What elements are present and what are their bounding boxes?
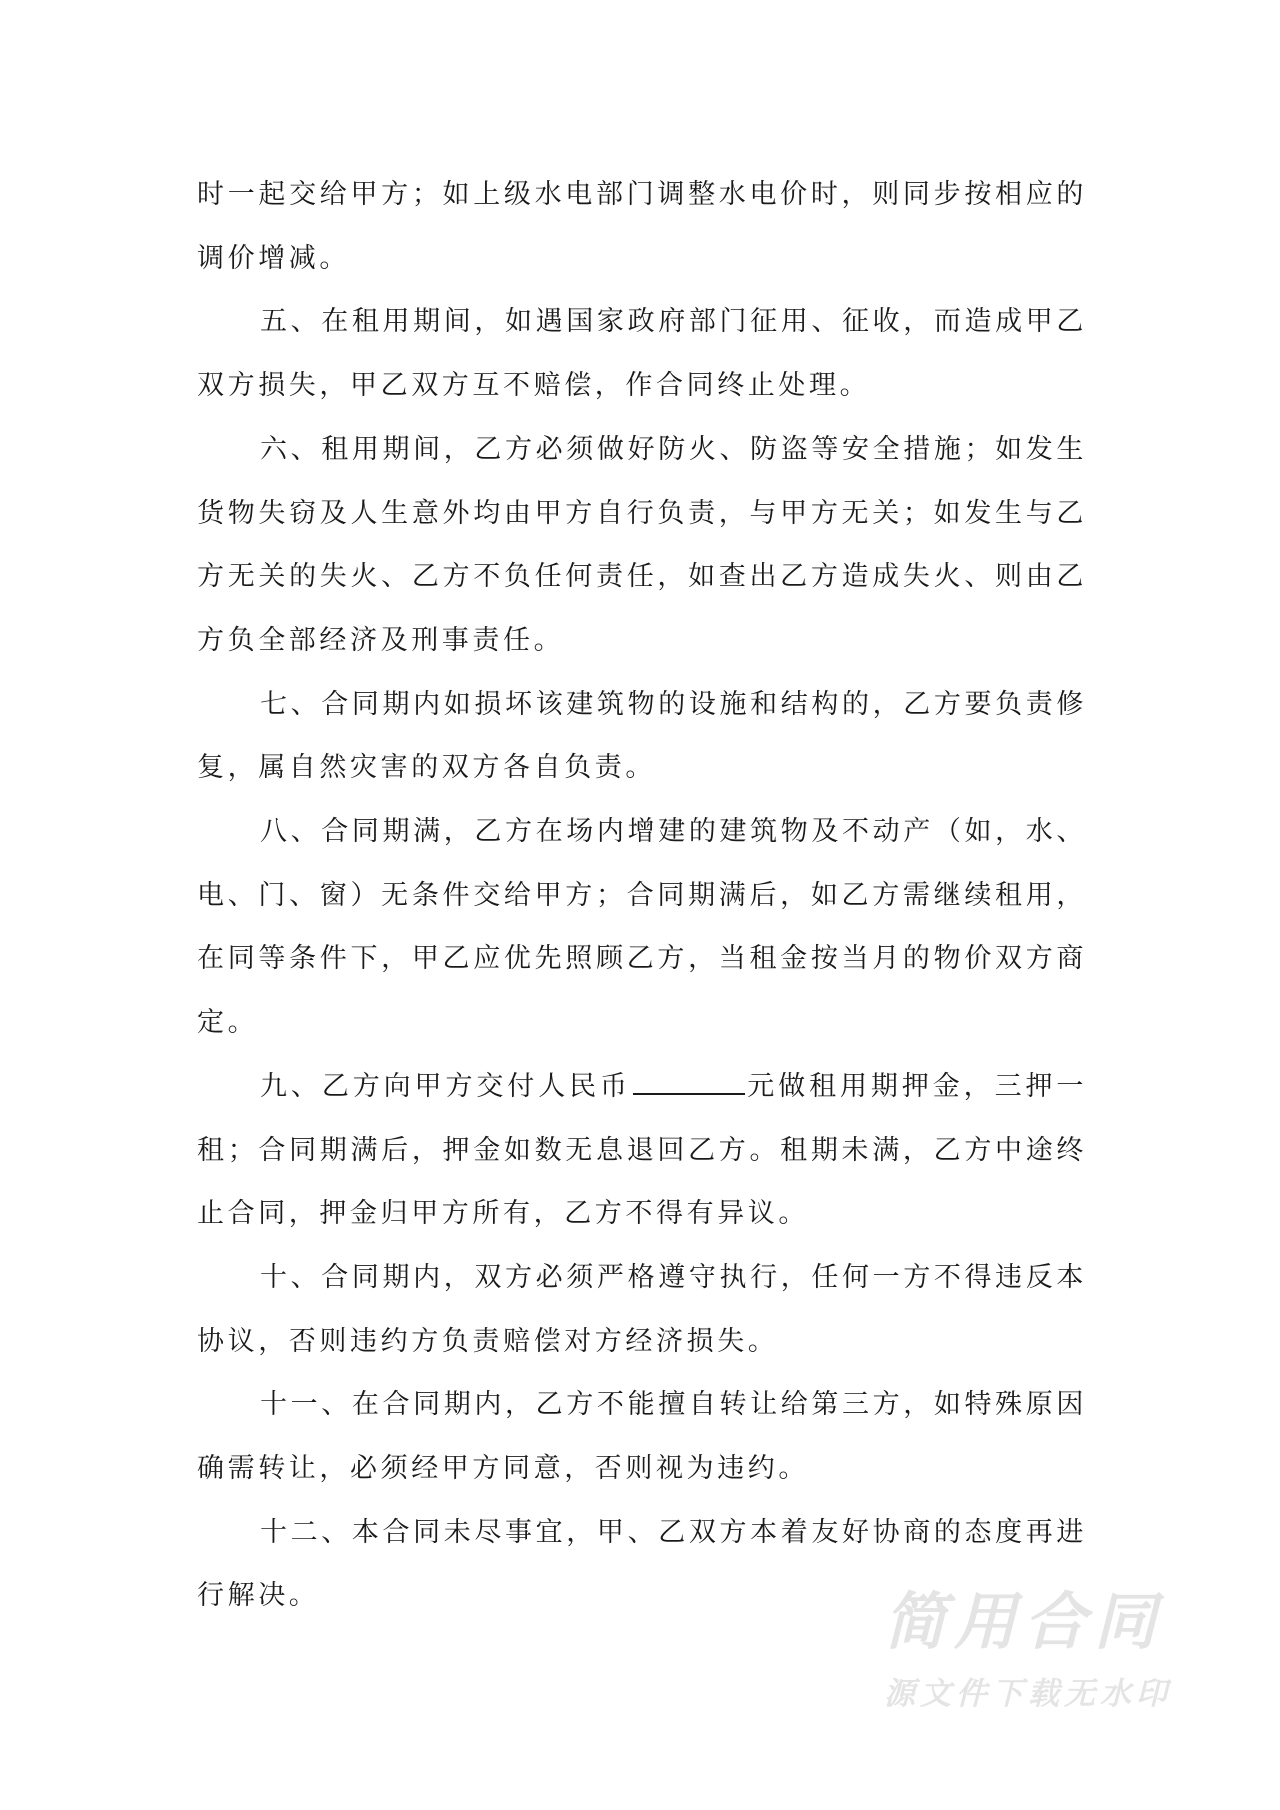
paragraph-7-repair: 七、合同期内如损坏该建筑物的设施和结构的，乙方要负责修复，属自然灾害的双方各自负责。 [197, 688, 1087, 784]
paragraph-4-continuation: 时一起交给甲方；如上级水电部门调整水电价时，则同步按相应的调价增减。 [197, 179, 1087, 274]
paragraph-9-deposit [197, 1055, 1087, 1246]
deposit-text-after: 元做租用期押金，三押一租；合同期满后，押金如数无息退回乙方。租期未满，乙方中途终止合同，押金归甲方所有，乙方不得有异议。 [197, 1070, 1087, 1230]
watermark-subtitle: 源文件下载无水印 [884, 1676, 1172, 1712]
paragraph-5-expropriation: 五、在租用期间，如遇国家政府部门征用、征收，而造成甲乙双方损失，甲乙双方互不赔偿，作合同终止处理。 [197, 306, 1087, 402]
paragraph-10-compliance: 十、合同期内，双方必须严格遵守执行，任何一方不得违反本协议，否则违约方负责赔偿对方经济损失。 [197, 1261, 1087, 1357]
paragraph-12-misc: 十二、本合同未尽事宜，甲、乙双方本着友好协商的态度再进行解决。 [197, 1516, 1087, 1612]
paragraph-6-safety: 六、租用期间，乙方必须做好防火、防盗等安全措施；如发生货物失窃及人生意外均由甲方自行负责，与甲方无关；如发生与乙方无关的失火、乙方不负任何责任，如查出乙方造成失火、则由乙方负全部经济及刑事责任。 [197, 433, 1087, 656]
watermark-title: 简用合同 [884, 1585, 1165, 1658]
paragraph-8-expiry: 八、合同期满，乙方在场内增建的建筑物及不动产（如，水、电、门、窗）无条件交给甲方；合同期满后，如乙方需继续租用，在同等条件下，甲乙应优先照顾乙方，当租金按当月的物价双方商定。 [197, 816, 1087, 1039]
contract-body [197, 163, 1087, 1628]
deposit-amount-blank [633, 1071, 745, 1095]
deposit-text-before: 九、乙方向甲方交付人民币 [260, 1070, 631, 1102]
paragraph-11-transfer: 十一、在合同期内，乙方不能擅自转让给第三方，如特殊原因确需转让，必须经甲方同意，否则视为违约。 [197, 1389, 1087, 1485]
